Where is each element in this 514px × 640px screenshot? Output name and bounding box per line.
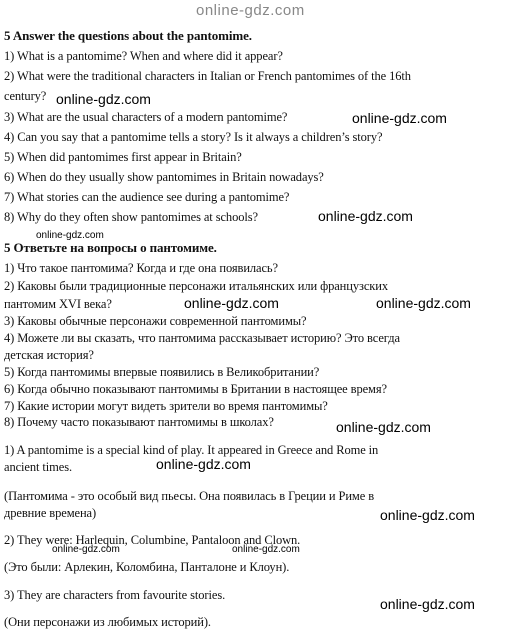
watermark: online-gdz.com [352, 110, 447, 126]
en-heading: 5 Answer the questions about the pantomime. [4, 28, 252, 43]
watermark: online-gdz.com [336, 419, 431, 435]
answer-1-ru-line-2: древние времена) [4, 506, 97, 520]
watermark: online-gdz.com [156, 456, 251, 472]
ru-question-2-line-1: 2) Каковы были традиционные персонажи итальянских или французских [4, 279, 388, 293]
ru-question-7: 7) Какие истории могут видеть зрители во время пантомимы? [4, 399, 328, 413]
en-question-8: 8) Why do they often show pantomimes at schools? [4, 210, 258, 224]
answer-3-en: 3) They are characters from favourite stories. [4, 588, 226, 602]
watermark: online-gdz.com [380, 596, 475, 612]
answer-1-ru-line-1: (Пантомима - это особый вид пьесы. Она появилась в Греции и Риме в [4, 489, 375, 503]
en-question-2-line-2: century? [4, 89, 47, 103]
ru-question-5: 5) Когда пантомимы впервые появились в Великобритании? [4, 365, 320, 379]
watermark: online-gdz.com [376, 295, 471, 311]
watermark: online-gdz.com [52, 544, 120, 555]
en-question-7: 7) What stories can the audience see during a pantomime? [4, 190, 290, 204]
watermark-top: online-gdz.com [196, 2, 305, 19]
en-question-3: 3) What are the usual characters of a modern pantomime? [4, 110, 288, 124]
ru-question-4-line-1: 4) Можете ли вы сказать, что пантомима рассказывает историю? Это всегда [4, 331, 400, 345]
answer-2-ru: (Это были: Арлекин, Коломбина, Панталоне и Клоун). [4, 560, 290, 574]
ru-question-6: 6) Когда обычно показывают пантомимы в Британии в настоящее время? [4, 382, 387, 396]
answer-2-en: 2) They were: Harlequin, Columbine, Pantaloon and Clown. [4, 533, 301, 547]
ru-question-2-line-2: пантомим XVI века? [4, 297, 112, 311]
en-question-1: 1) What is a pantomime? When and where did it appear? [4, 49, 283, 63]
watermark: online-gdz.com [56, 91, 151, 107]
ru-question-4-line-2: детская история? [4, 348, 94, 362]
ru-question-1: 1) Что такое пантомима? Когда и где она появилась? [4, 261, 278, 275]
watermark: online-gdz.com [318, 208, 413, 224]
answer-1-en-line-1: 1) A pantomime is a special kind of play. It appeared in Greece and Rome in [4, 443, 379, 457]
watermark: online-gdz.com [232, 544, 300, 555]
answer-3-ru: (Они персонажи из любимых историй). [4, 615, 211, 629]
watermark: online-gdz.com [36, 230, 104, 241]
watermark: online-gdz.com [184, 295, 279, 311]
watermark: online-gdz.com [380, 507, 475, 523]
en-question-6: 6) When do they usually show pantomimes in Britain nowadays? [4, 170, 324, 184]
en-question-5: 5) When did pantomimes first appear in Britain? [4, 150, 242, 164]
en-question-2-line-1: 2) What were the traditional characters in Italian or French pantomimes of the 16th [4, 69, 411, 83]
ru-question-3: 3) Каковы обычные персонажи современной пантомимы? [4, 314, 307, 328]
ru-question-8: 8) Почему часто показывают пантомимы в школах? [4, 415, 274, 429]
ru-heading: 5 Ответьте на вопросы о пантомиме. [4, 240, 217, 255]
en-question-4: 4) Can you say that a pantomime tells a story? Is it always a children’s story? [4, 130, 383, 144]
answer-1-en-line-2: ancient times. [4, 460, 73, 474]
